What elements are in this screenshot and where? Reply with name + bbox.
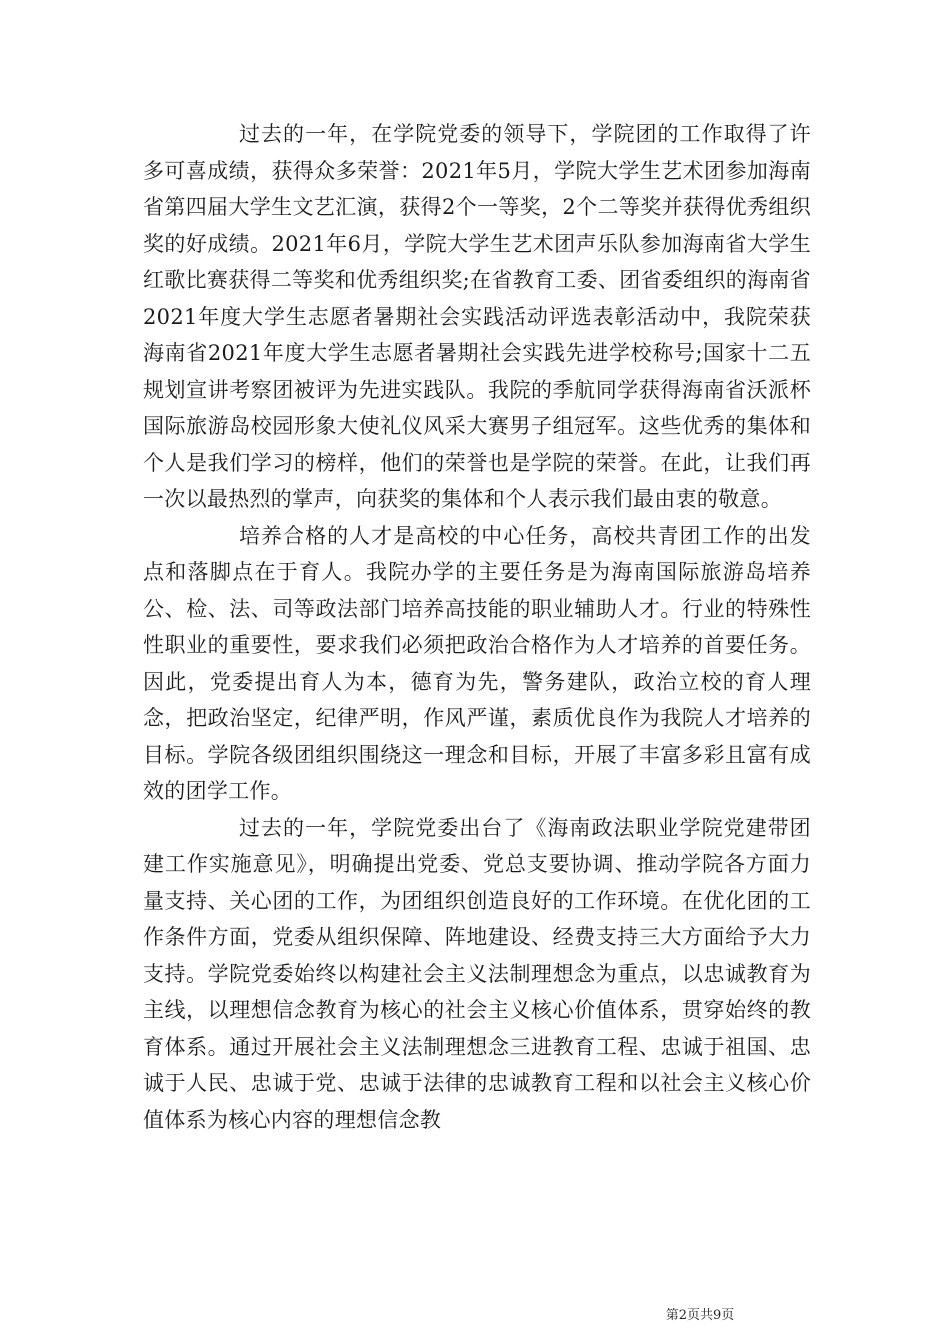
paragraph: 过去的一年，在学院党委的领导下，学院团的工作取得了许多可喜成绩，获得众多荣誉：2021年5月，学院大学生艺术团参加海南省第四届大学生文艺汇演，获得2个一等奖，2个二等奖并获得优秀组织奖的好成绩。2021年6月，学院大学生艺术团声乐队参加海南省大学生红歌比赛获得二等奖和优秀组织奖;在省教育工委、团省委组织的海南省2021年度大学生志愿者暑期社会实践活动评选表彰活动中，我院荣获海南省2021年度大学生志愿者暑期社会实践先进学校称号;国家十二五规划宣讲考察团被评为先进实践队。我院的季航同学获得海南省沃派杯国际旅游岛校园形象大使礼仪风采大赛男子组冠军。这些优秀的集体和个人是我们学习的榜样，他们的荣誉也是学院的荣誉。在此，让我们再一次以最热烈的掌声，向获奖的集体和个人表示我们最由衷的敬意。 [143,122,811,511]
paragraph: 过去的一年，学院党委出台了《海南政法职业学院党建带团建工作实施意见》，明确提出党委、党总支要协调、推动学院各方面力量支持、关心团的工作，为团组织创造良好的工作环境。在优化团的工作条件方面，党委从组织保障、阵地建设、经费支持三大方面给予大力支持。学院党委始终以构建社会主义法制理想念为重点，以忠诚教育为主线，以理想信念教育为核心的社会主义核心价值体系，贯穿始终的教育体系。通过开展社会主义法制理想念三进教育工程、忠诚于祖国、忠诚于人民、忠诚于党、忠诚于法律的忠诚教育工程和以社会主义核心价值体系为核心内容的理想信念教 [143,815,811,1132]
paragraph: 培养合格的人才是高校的中心任务，高校共青团工作的出发点和落脚点在于育人。我院办学的主要任务是为海南国际旅游岛培养公、检、法、司等政法部门培养高技能的职业辅助人才。行业的特殊性性职业的重要性，要求我们必须把政治合格作为人才培养的首要任务。因此，党委提出育人为本，德育为先，警务建队，政治立校的育人理念，把政治坚定，纪律严明，作风严谨，素质优良作为我院人才培养的目标。学院各级团组织围绕这一理念和目标，开展了丰富多彩且富有成效的团学工作。 [143,523,811,803]
document-body [143,116,811,1138]
page-footer [0,1307,950,1325]
page-number: 第2页共9页 [665,1308,735,1323]
